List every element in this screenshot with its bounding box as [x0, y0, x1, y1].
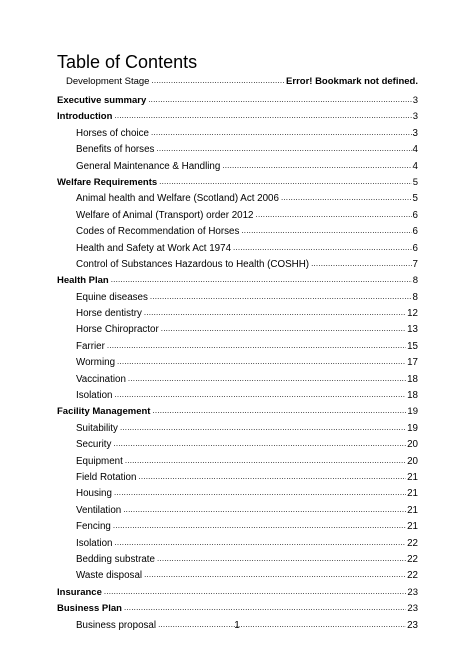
dot-leader	[138, 471, 406, 481]
toc-entry-page: 13	[407, 324, 418, 336]
toc-entry-page: 23	[407, 619, 418, 631]
dot-leader	[148, 94, 411, 104]
toc-entry-page: 5	[412, 176, 418, 188]
dot-leader	[123, 504, 406, 514]
toc-entry-label: Isolation	[76, 390, 113, 402]
dot-leader	[114, 487, 406, 497]
toc-entry-label: Bedding substrate	[76, 553, 155, 565]
toc-entry-page: 7	[412, 258, 418, 270]
dot-leader	[157, 553, 406, 563]
toc-entry-label: Suitability	[76, 422, 118, 434]
toc-entry-page: 4	[412, 144, 418, 156]
toc-entry-label: Horses of choice	[76, 127, 149, 139]
toc-entry[interactable]	[57, 173, 418, 188]
toc-entry-label: Housing	[76, 488, 112, 500]
toc-entry-page: 3	[412, 127, 418, 139]
toc-entry[interactable]	[57, 124, 418, 139]
dot-leader	[114, 110, 411, 120]
dot-leader	[144, 569, 406, 579]
toc-entry[interactable]	[57, 337, 418, 352]
toc-entry[interactable]	[57, 353, 418, 368]
toc-entry[interactable]	[57, 288, 418, 303]
toc-entry-label: Isolation	[76, 537, 113, 549]
toc-entry-page: 15	[407, 340, 418, 352]
toc-entry-page: Error! Bookmark not defined.	[286, 76, 418, 87]
dot-leader	[256, 209, 412, 219]
toc-entry[interactable]	[57, 402, 418, 417]
toc-entry-label: Codes of Recommendation of Horses	[76, 226, 240, 238]
toc-entry[interactable]	[57, 157, 418, 172]
toc-entry-label: Security	[76, 439, 112, 451]
toc-entry-label: Field Rotation	[76, 471, 137, 483]
toc-entry[interactable]	[57, 452, 418, 467]
toc-entry-page: 6	[412, 209, 418, 221]
toc-entry-page: 17	[407, 357, 418, 369]
toc-entry-page: 22	[407, 553, 418, 565]
dot-leader	[311, 258, 411, 268]
dot-leader	[241, 225, 411, 235]
toc-entry[interactable]	[57, 239, 418, 254]
toc-entry[interactable]	[57, 206, 418, 221]
toc-entry-page: 3	[412, 111, 418, 123]
toc-entry[interactable]	[57, 435, 418, 450]
toc-entry[interactable]	[57, 91, 418, 106]
toc-entry-label: Ventilation	[76, 504, 122, 516]
dot-leader	[120, 422, 406, 432]
toc-entry-page: 4	[412, 160, 418, 172]
toc-entry-page: 21	[407, 521, 418, 533]
toc-entry-page: 18	[407, 390, 418, 402]
toc-entry[interactable]	[57, 501, 418, 516]
toc-entry-label: Welfare of Animal (Transport) order 2012	[76, 209, 254, 221]
toc-entry[interactable]	[57, 189, 418, 204]
toc-entry-label: Worming	[76, 357, 116, 369]
toc-entry[interactable]	[57, 320, 418, 335]
toc-entry-label: Vaccination	[76, 373, 126, 385]
toc-title: Table of Contents	[57, 52, 198, 72]
toc-entry-label: Health Plan	[57, 275, 109, 287]
dot-leader	[151, 75, 285, 85]
toc-entry-label: Insurance	[57, 586, 102, 598]
toc-entry-label: Business Plan	[57, 603, 122, 615]
toc-entry-page: 5	[412, 193, 418, 205]
toc-entry-label: Benefits of horses	[76, 144, 155, 156]
toc-entry[interactable]	[57, 534, 418, 549]
dot-leader	[156, 143, 411, 153]
dot-leader	[151, 127, 412, 137]
toc-entry-label: Health and Safety at Work Act 1974	[76, 242, 232, 254]
toc-entry-label: Introduction	[57, 111, 113, 123]
dot-leader	[128, 373, 406, 383]
toc-entry-page: 21	[407, 504, 418, 516]
toc-entry[interactable]	[57, 304, 418, 319]
dot-leader	[115, 537, 407, 547]
toc-entry-label: Equine diseases	[76, 291, 148, 303]
dot-leader	[222, 160, 411, 170]
toc-entry-label: Welfare Requirements	[57, 176, 158, 188]
toc-entry[interactable]	[57, 517, 418, 532]
toc-entry-label: Horse dentistry	[76, 308, 142, 320]
toc-entry-page: 20	[407, 455, 418, 467]
toc-entry-label: Executive summary	[57, 95, 147, 106]
toc-entry-page: 20	[407, 439, 418, 451]
dot-leader	[161, 323, 406, 333]
toc-entry[interactable]	[57, 107, 418, 122]
toc-entry-page: 21	[407, 471, 418, 483]
toc-entry[interactable]	[57, 255, 418, 270]
toc-entry-label: General Maintenance & Handling	[76, 160, 221, 172]
toc-entry-page: 19	[407, 422, 418, 434]
toc-entry-label: Animal health and Welfare (Scotland) Act 2006	[76, 193, 279, 205]
dot-leader	[281, 192, 412, 202]
dot-leader	[150, 291, 412, 301]
toc-entry[interactable]	[57, 370, 418, 385]
toc-entry-page: 8	[412, 275, 418, 287]
toc-entry-label: Farrier	[76, 340, 105, 352]
dot-leader	[152, 405, 406, 415]
dot-leader	[111, 274, 412, 284]
toc-entry-label: Development Stage	[66, 76, 150, 87]
toc-entry-label: Business proposal	[76, 619, 157, 631]
toc-entry[interactable]	[57, 599, 418, 614]
toc-entry-page: 21	[407, 488, 418, 500]
toc-entry-page: 18	[407, 373, 418, 385]
toc-entry-page: 22	[407, 570, 418, 582]
toc-entry-page: 3	[412, 95, 418, 106]
toc-entry-label: Control of Substances Hazardous to Health (COSHH)	[76, 258, 310, 270]
dot-leader	[124, 602, 406, 612]
toc-entry-page: 6	[412, 242, 418, 254]
toc-entry-label: Fencing	[76, 521, 111, 533]
toc-entry[interactable]	[57, 271, 418, 286]
toc-entry[interactable]	[57, 468, 418, 483]
page-number: 1	[234, 620, 240, 631]
dot-leader	[159, 176, 412, 186]
dot-leader	[104, 586, 407, 596]
toc-entry[interactable]	[57, 419, 418, 434]
dot-leader	[113, 520, 406, 530]
toc-entry-page: 23	[407, 603, 418, 615]
dot-leader	[117, 356, 406, 366]
toc-entry[interactable]	[57, 550, 418, 565]
toc-entry-page: 12	[407, 308, 418, 320]
toc-entry[interactable]	[57, 566, 418, 581]
toc-entry[interactable]	[57, 484, 418, 499]
toc-entry-page: 22	[407, 537, 418, 549]
toc-entry-label: Equipment	[76, 455, 123, 467]
dot-leader	[144, 307, 406, 317]
toc-entry[interactable]	[57, 140, 418, 155]
toc-entry-page: 8	[412, 291, 418, 303]
toc-entry-page: 23	[407, 586, 418, 598]
dot-leader	[233, 242, 412, 252]
toc-list	[57, 72, 418, 632]
dot-leader	[107, 340, 406, 350]
toc-entry[interactable]	[57, 583, 418, 598]
dot-leader	[113, 438, 406, 448]
toc-entry-label: Horse Chiropractor	[76, 324, 159, 336]
toc-entry[interactable]	[57, 222, 418, 237]
dot-leader	[115, 389, 407, 399]
toc-entry-label: Waste disposal	[76, 570, 143, 582]
toc-entry-label: Facility Management	[57, 406, 151, 418]
toc-entry[interactable]	[57, 386, 418, 401]
toc-entry-page: 19	[407, 406, 418, 418]
toc-entry-page: 6	[412, 226, 418, 238]
toc-entry[interactable]	[57, 72, 418, 87]
dot-leader	[125, 455, 406, 465]
